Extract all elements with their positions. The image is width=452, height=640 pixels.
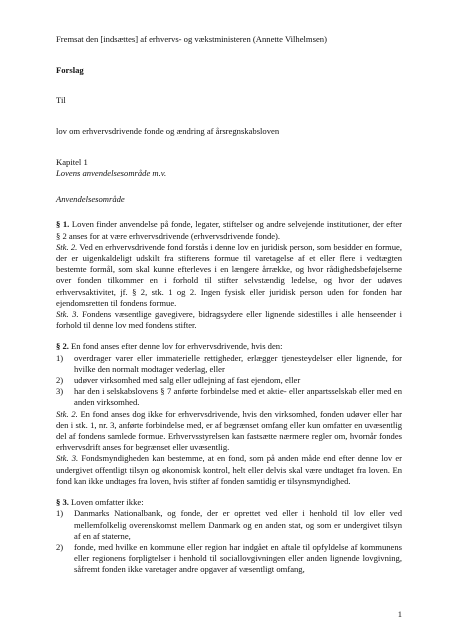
section-1-stk3 — [56, 309, 402, 331]
list-item-text: Danmarks Nationalbank, og fonde, der er oprettet ved eller i henhold til lov eller ved mellemfolkelig overenskomst mellem Danmark og en anden stat, og som er undergivet tilsyn af en af staterne, — [74, 508, 402, 541]
section-subtitle: Anvendelsesområde — [56, 194, 125, 205]
list-item — [56, 508, 402, 542]
list-item-number: 2) — [56, 541, 64, 552]
list-item-number: 2) — [56, 375, 64, 386]
section-1-stk3-text: Fondens væsentlige gavegivere, bidragsydere eller lignende sidestilles i alle henseender i forhold til denne lov med fondens stifter. — [56, 309, 402, 331]
section-1-stk2-text: Ved en erhvervsdrivende fond forstås i denne lov en juridisk person, som besidder en formue, der er uigenkaldeligt udskilt fra stifterens formue til varetagelse af et eller flere i vedtægten bestemte formål, som skal kunne efterleves i en længere årrække, og hvor rådighedsbeføjelserne over fonden tilkommer en i forhold til stifter selvstændig ledelse, og hvor der udøves erhvervsaktivitet, jf. § 2, stk. 1 og 2. Ingen fysisk eller juridisk person uden for fonden har ejendomsretten til fondens formue. — [56, 241, 402, 308]
section-2-stk2-text: En fond anses dog ikke for erhvervsdrivende, hvis den virksomhed, fonden udøver eller har den i stk. 1, nr. 3, anførte forbindelse med, er af begrænset omfang eller kun omfatter en uvæsentlig del af fondens samlede formue. Erhvervsstyrelsen kan fastsætte nærmere regler om, hvornår fondes erhvervsdrift anses for begrænset eller uvæsentlig. — [56, 408, 402, 453]
list-item — [56, 542, 402, 576]
list-item — [56, 386, 402, 408]
chapter-title: Lovens anvendelsesområde m.v. — [56, 168, 167, 179]
section-1-stk3-label: Stk. 3. — [56, 309, 79, 320]
section-2-intro-text: En fond anses efter denne lov for erhvervsdrivende, hvis den: — [71, 341, 283, 352]
section-2-stk3-label: Stk. 3. — [56, 453, 79, 464]
list-item — [56, 375, 402, 386]
list-item — [56, 353, 402, 375]
section-1-stk2 — [56, 242, 402, 309]
list-item-text: overdrager varer eller immaterielle rettigheder, erlægger tjenesteydelser eller lignende, for hvilke den normalt modtager vederlag, eller — [74, 352, 402, 374]
section-3-mark: § 3. — [56, 497, 69, 508]
list-item-text: fonde, med hvilke en kommune eller region har indgået en aftale til opfyldelse af kommunens eller regionens forpligtelser i henhold til sociallovgivningen eller anden lignende lovgivning, såfremt fonden ikke varetager andre opgaver af væsentligt omfang, — [74, 541, 402, 575]
section-2-stk3-text: Fondsmyndigheden kan bestemme, at en fond, som på anden måde end efter denne lov er undergivet offentligt tilsyn og økonomisk kontrol, helt eller delvis skal være undtaget fra loven. En fond kan ikke undtages fra loven, hvis stifter af fonden samtidig er tilsynsmyndighed. — [56, 453, 403, 486]
section-3-intro — [56, 497, 402, 508]
section-2-stk3 — [56, 453, 402, 487]
section-1-text: Loven finder anvendelse på fonde, legater, stiftelser og andre selvejende institutioner, der efter § 2 anses for at være erhvervsdrivende (erhvervsdrivende fonde). — [56, 219, 403, 241]
list-item-number: 3) — [56, 386, 64, 397]
heading-til: Til — [56, 95, 66, 106]
section-1-stk2-label: Stk. 2. — [56, 241, 78, 252]
section-1 — [56, 219, 402, 331]
list-item-number: 1) — [56, 352, 64, 363]
chapter-number: Kapitel 1 — [56, 156, 88, 167]
proposal-note: Fremsat den [indsættes] af erhvervs- og vækstministeren (Annette Vilhelmsen) — [56, 34, 327, 44]
section-2-stk2-label: Stk. 2. — [56, 408, 78, 419]
page-number: 1 — [397, 608, 402, 619]
section-1-p1 — [56, 219, 402, 241]
heading-forslag: Forslag — [56, 65, 84, 76]
section-1-mark: § 1. — [56, 219, 70, 230]
section-2-intro — [56, 341, 402, 352]
section-2 — [56, 341, 402, 487]
section-3 — [56, 497, 402, 575]
list-item-text: har den i selskabslovens § 7 anførte forbindelse med et aktie- eller anpartsselskab eller med en anden virksomhed. — [74, 386, 402, 408]
section-2-mark: § 2. — [56, 341, 69, 352]
section-3-intro-text: Loven omfatter ikke: — [71, 497, 144, 508]
list-item-number: 1) — [56, 508, 64, 519]
section-2-stk2 — [56, 409, 402, 454]
list-item-text: udøver virksomhed med salg eller udlejning af fast ejendom, eller — [74, 375, 301, 386]
law-title: lov om erhvervsdrivende fonde og ændring af årsregnskabsloven — [56, 125, 280, 136]
